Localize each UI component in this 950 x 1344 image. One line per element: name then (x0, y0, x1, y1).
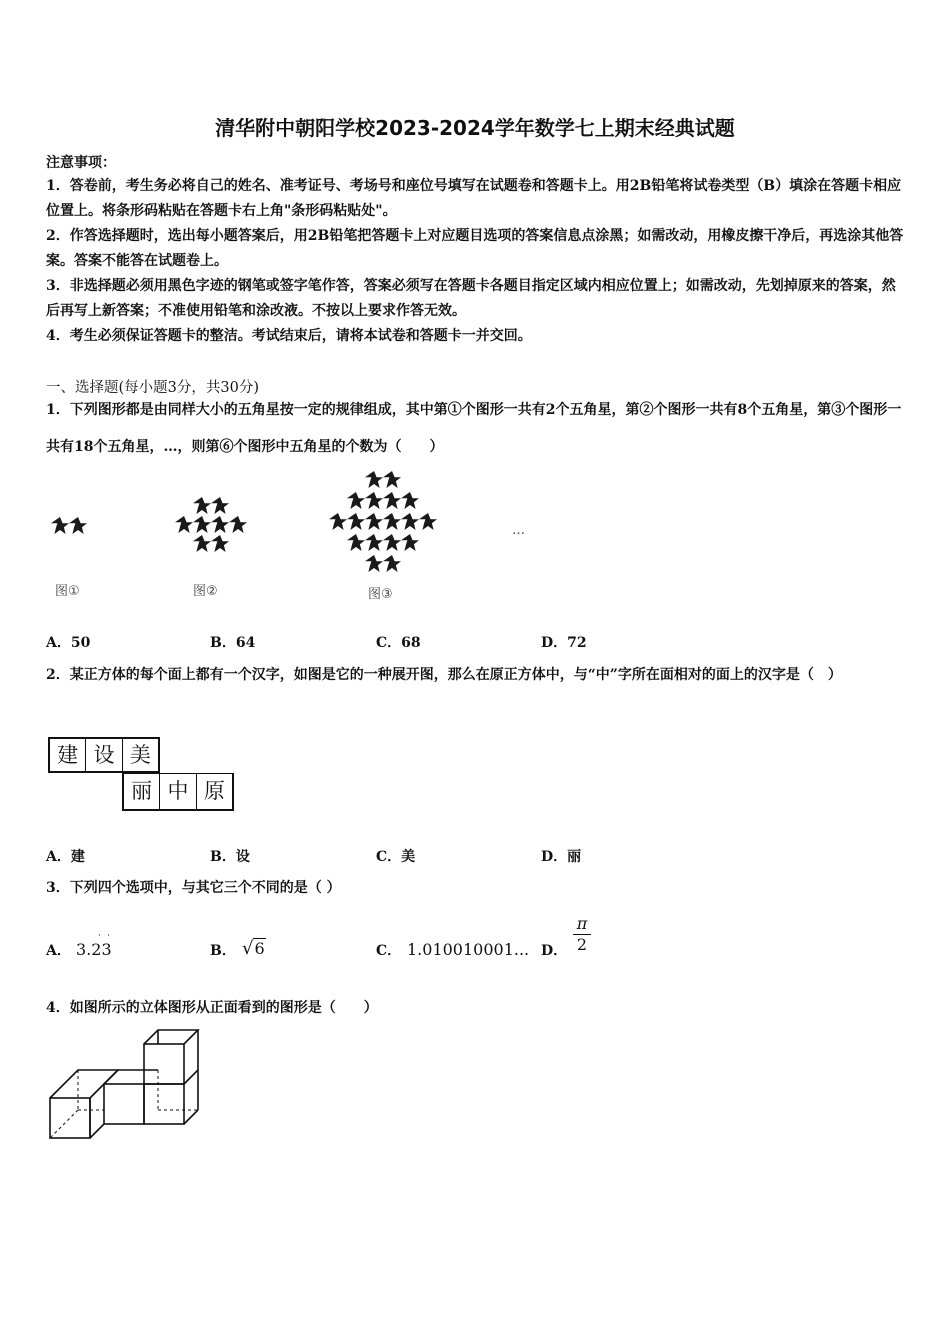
net-cell: 原 (203, 779, 225, 803)
star-pattern-figure (40, 462, 560, 612)
q3-option-a-label: A． (46, 943, 71, 959)
q1-option-d: D．72 (541, 635, 587, 651)
figure-2-stars (175, 497, 247, 552)
note-item: 2．作答选择题时，选出每小题答案后，用2B铅笔把答题卡上对应题目选项的答案信息点涂黑；如需改动，用橡皮擦干净后，再选涂其他答案。答案不能答在试题卷上。 (46, 228, 904, 269)
page-title: 清华附中朝阳学校2023-2024学年数学七上期末经典试题 (215, 116, 735, 140)
cube-net-top-row (48, 737, 160, 773)
figure-3-stars (329, 471, 437, 572)
notes-heading: 注意事项： (46, 155, 116, 171)
net-cell: 中 (160, 774, 196, 809)
question-3-text: 3．下列四个选项中，与其它三个不同的是（ ） (46, 880, 341, 896)
figure-2-caption: 图② (193, 584, 218, 599)
cube-net (48, 737, 238, 813)
sqrt-symbol: √ (242, 938, 254, 959)
net-cell: 设 (86, 739, 122, 771)
q1-option-b: B．64 (210, 635, 256, 651)
repeating-dot: · (107, 931, 110, 941)
q3-option-c-label: C． (376, 943, 402, 959)
note-item: 3．非选择题必须用黑色字迹的钢笔或签字笔作答，答案必须写在答题卡各题目指定区域内相应位置上；如需改动，先划掉原来的答案，然后再写上新答案；不准使用铅笔和涂改液。不按以上要求作答无效。 (46, 278, 896, 319)
question-1-text: 1．下列图形都是由同样大小的五角星按一定的规律组成，其中第①个图形一共有2个五角星，第②个图形一共有8个五角星，第③个图形一共有18个五角星，…，则第⑥个图形中五角星的个数为（ ） (46, 402, 902, 455)
figure-1-caption: 图① (55, 584, 80, 599)
q3-option-d-label: D． (541, 943, 568, 959)
q2-option-c: C．美 (376, 849, 416, 865)
q3-option-b-label: B． (210, 943, 236, 959)
q1-option-c: C．68 (376, 635, 421, 651)
cube-net-bottom-row (122, 773, 234, 811)
q2-option-b: B．设 (210, 849, 250, 865)
q3-option-d-fraction: π 2 (573, 914, 591, 955)
net-cell: 建 (50, 739, 86, 771)
solid-cubes-figure (40, 1028, 210, 1146)
q3-option-b-value: √6 (242, 938, 265, 959)
question-4-text: 4．如图所示的立体图形从正面看到的图形是（ ） (46, 1000, 378, 1016)
net-cell: 美 (129, 743, 151, 767)
q2-option-a: A．建 (46, 849, 85, 865)
note-item: 4．考生必须保证答题卡的整洁。考试结束后，请将本试卷和答题卡一并交回。 (46, 328, 532, 344)
figure-1-stars (51, 517, 87, 534)
section-heading: 一、选择题(每小题3分，共30分) (46, 380, 259, 396)
repeating-dot: · (98, 931, 101, 941)
q1-option-a: A．50 (46, 635, 91, 651)
q3-option-c-value: 1.010010001... (407, 940, 530, 959)
net-cell: 丽 (124, 774, 160, 809)
figure-3-caption: 图③ (368, 587, 393, 602)
figure-ellipsis: … (512, 523, 525, 538)
question-2-text: 2．某正方体的每个面上都有一个汉字，如图是它的一种展开图，那么在原正方体中，与“中”字所在面相对的面上的汉字是（ ） (46, 667, 842, 683)
note-item: 1．答卷前，考生务必将自己的姓名、准考证号、考场号和座位号填写在试题卷和答题卡上。用2B铅笔将试卷类型（B）填涂在答题卡相应位置上。将条形码粘贴在答题卡右上角"条形码粘贴处"。 (46, 178, 902, 219)
q3-option-a-value: 3.23 · · (76, 931, 112, 959)
q2-option-d: D．丽 (541, 849, 582, 865)
